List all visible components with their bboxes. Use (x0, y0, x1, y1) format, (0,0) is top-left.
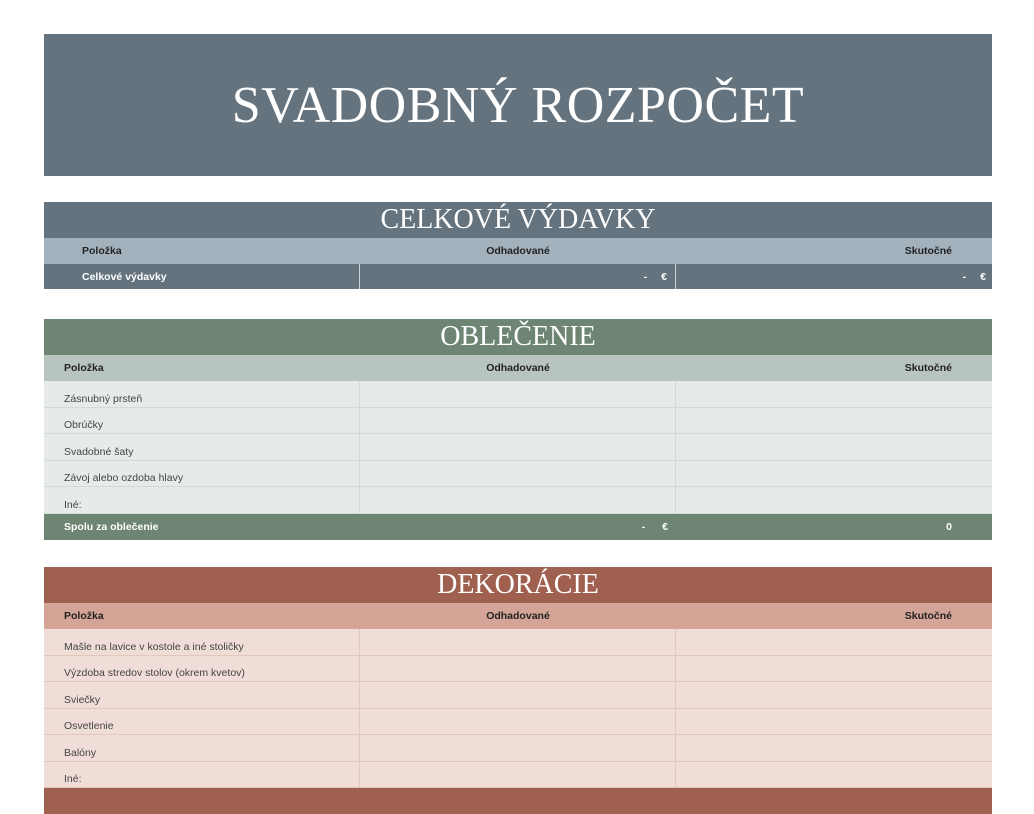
table-row (44, 434, 992, 461)
estimated-cell[interactable] (360, 487, 676, 514)
column-header-item: Položka (64, 610, 104, 622)
actual-cell[interactable] (676, 656, 992, 683)
column-header-actual: Skutočné (904, 245, 952, 257)
table-row (44, 461, 992, 488)
section-heading: OBLEČENIE (44, 319, 992, 355)
estimated-cell[interactable] (360, 408, 676, 435)
estimated-cell[interactable] (360, 762, 676, 789)
column-header-actual: Skutočné (904, 610, 952, 622)
actual-cell[interactable] (676, 629, 992, 656)
total-actual-value: - (962, 270, 967, 283)
estimated-cell[interactable] (360, 709, 676, 736)
column-header-row (44, 355, 992, 381)
column-header-row (44, 603, 992, 629)
actual-cell[interactable] (676, 682, 992, 709)
decorations-section (44, 567, 992, 814)
estimated-cell[interactable] (360, 682, 676, 709)
actual-cell[interactable] (676, 735, 992, 762)
column-header-row (44, 238, 992, 264)
actual-cell[interactable] (676, 487, 992, 514)
column-header-estimated: Odhadované (486, 362, 550, 374)
section-total-row (44, 788, 992, 814)
section-total-actual[interactable]: 0 (946, 520, 952, 533)
clothing-section (44, 319, 992, 540)
item-label: Svadobné šaty (44, 434, 360, 461)
table-row (44, 487, 992, 514)
total-expenses-row (44, 264, 992, 289)
item-label: Osvetlenie (44, 709, 360, 736)
item-label: Balóny (44, 735, 360, 762)
section-total-label: Spolu za oblečenie (64, 520, 159, 533)
actual-cell[interactable] (676, 381, 992, 408)
currency-symbol: € (980, 270, 986, 283)
table-row (44, 762, 992, 789)
table-row (44, 381, 992, 408)
table-row (44, 656, 992, 683)
item-label: Sviečky (44, 682, 360, 709)
item-label: Iné: (44, 762, 360, 789)
column-header-estimated: Odhadované (486, 245, 550, 257)
actual-cell[interactable] (676, 461, 992, 488)
item-label: Závoj alebo ozdoba hlavy (44, 461, 360, 488)
estimated-cell[interactable] (360, 381, 676, 408)
page-title: SVADOBNÝ ROZPOČET (231, 76, 805, 134)
item-label: Zásnubný prsteň (44, 381, 360, 408)
column-header-item: Položka (82, 245, 122, 257)
total-estimated-cell[interactable] (360, 264, 676, 289)
item-label: Obrúčky (44, 408, 360, 435)
estimated-cell[interactable] (360, 656, 676, 683)
table-row (44, 709, 992, 736)
table-row (44, 735, 992, 762)
currency-symbol: € (662, 520, 668, 533)
column-header-item: Položka (64, 362, 104, 374)
estimated-value: - (641, 520, 646, 533)
estimated-cell[interactable] (360, 629, 676, 656)
total-expenses-section (44, 202, 992, 289)
actual-cell[interactable] (676, 762, 992, 789)
title-banner (44, 34, 992, 176)
currency-symbol: € (661, 270, 667, 283)
item-label: Iné: (44, 487, 360, 514)
total-actual-cell[interactable] (676, 264, 992, 289)
column-header-actual: Skutočné (904, 362, 952, 374)
column-header-estimated: Odhadované (486, 610, 550, 622)
section-heading: CELKOVÉ VÝDAVKY (44, 202, 992, 238)
estimated-cell[interactable] (360, 461, 676, 488)
section-total-row (44, 514, 992, 540)
actual-cell[interactable] (676, 434, 992, 461)
table-row (44, 629, 992, 656)
estimated-cell[interactable] (360, 735, 676, 762)
total-estimated-value: - (643, 270, 648, 283)
actual-cell[interactable] (676, 408, 992, 435)
section-total-estimated[interactable] (360, 521, 676, 533)
item-label: Výzdoba stredov stolov (okrem kvetov) (44, 656, 360, 683)
table-row (44, 408, 992, 435)
estimated-cell[interactable] (360, 434, 676, 461)
section-heading: DEKORÁCIE (44, 567, 992, 603)
actual-cell[interactable] (676, 709, 992, 736)
table-row (44, 682, 992, 709)
total-expenses-label: Celkové výdavky (44, 264, 360, 289)
item-label: Mašle na lavice v kostole a iné stoličky (44, 629, 360, 656)
